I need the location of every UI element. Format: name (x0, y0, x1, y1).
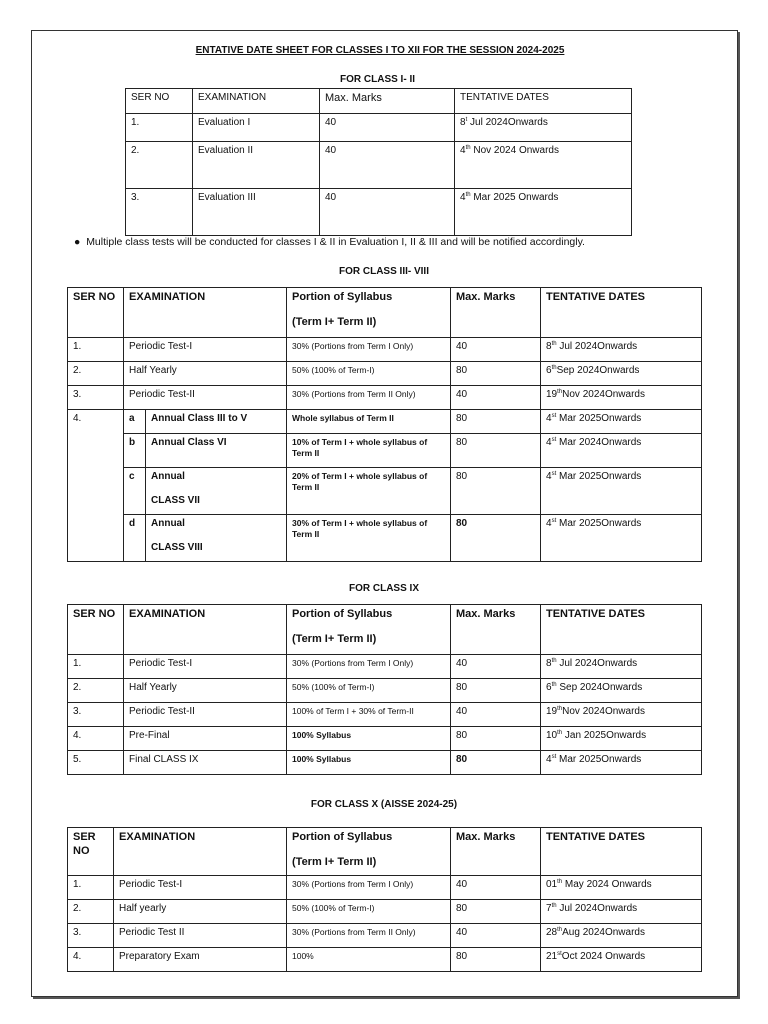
cell-exam: Periodic Test-II (124, 386, 287, 410)
header-portion: Portion of Syllabus (Term I+ Term II) (287, 828, 451, 876)
cell-date: 4th Nov 2024 Onwards (455, 142, 632, 189)
cell-date: 4st Mar 2024Onwards (541, 434, 702, 468)
cell-exam: Evaluation I (193, 114, 320, 142)
cell-portion: 30% (Portions from Term II Only) (287, 386, 451, 410)
cell-marks: 40 (451, 338, 541, 362)
table-header-row (68, 288, 702, 338)
cell-date: 8$^t$ Jul 2024Onwards (455, 114, 632, 142)
cell-portion: 100% Syllabus (287, 727, 451, 751)
cell-ser: 3. (68, 386, 124, 410)
cell-portion: 20% of Term I + whole syllabus of Term II (287, 468, 451, 515)
header-portion: Portion of Syllabus (Term I+ Term II) (287, 605, 451, 655)
cell-marks: 80 (451, 434, 541, 468)
cell-ser: 3. (68, 703, 124, 727)
cell-exam: Pre-Final (124, 727, 287, 751)
cell-marks: 40 (451, 876, 541, 900)
table-class-9 (67, 604, 702, 775)
table-row (68, 655, 702, 679)
table-row (68, 338, 702, 362)
cell-ser: 1. (68, 338, 124, 362)
section-heading-class-10: FOR CLASS X (AISSE 2024-25) (310, 799, 458, 810)
cell-exam: Half yearly (114, 900, 287, 924)
table-row (126, 142, 632, 189)
cell-exam: Annual CLASS VIII (146, 515, 287, 562)
cell-letter: b (124, 434, 146, 468)
cell-marks: 40 (451, 924, 541, 948)
cell-exam: Periodic Test-I (124, 655, 287, 679)
cell-ser: 4. (68, 410, 124, 562)
header-tentative-dates: TENTATIVE DATES (541, 288, 702, 338)
cell-marks: 40 (451, 386, 541, 410)
header-max-marks: Max. Marks (320, 89, 455, 114)
table-row (68, 434, 702, 468)
cell-exam: Annual CLASS VII (146, 468, 287, 515)
table-row (68, 751, 702, 775)
header-examination: EXAMINATION (124, 288, 287, 338)
cell-portion: 100% (287, 948, 451, 972)
cell-portion: 30% (Portions from Term I Only) (287, 876, 451, 900)
header-examination: EXAMINATION (114, 828, 287, 876)
table-class-1-2 (125, 88, 632, 236)
cell-ser: 2. (68, 362, 124, 386)
header-max-marks: Max. Marks (451, 828, 541, 876)
cell-date: 4th Mar 2025 Onwards (455, 189, 632, 236)
cell-date: 8th Jul 2024Onwards (541, 655, 702, 679)
cell-marks: 80 (451, 515, 541, 562)
cell-ser: 2. (126, 142, 193, 189)
cell-marks: 40 (320, 142, 455, 189)
cell-ser: 1. (68, 876, 114, 900)
cell-date: 6thSep 2024Onwards (541, 362, 702, 386)
cell-marks: 80 (451, 751, 541, 775)
cell-date: 4st Mar 2025Onwards (541, 515, 702, 562)
table-header-row (68, 605, 702, 655)
cell-exam: Periodic Test-I (124, 338, 287, 362)
cell-letter: d (124, 515, 146, 562)
cell-ser: 2. (68, 679, 124, 703)
cell-ser: 3. (126, 189, 193, 236)
table-row (68, 679, 702, 703)
table-row (68, 468, 702, 515)
header-tentative-dates: TENTATIVE DATES (541, 605, 702, 655)
cell-portion: Whole syllabus of Term II (287, 410, 451, 434)
table-header-row (126, 89, 632, 114)
table-row (126, 189, 632, 236)
cell-portion: 100% of Term I + 30% of Term-II (287, 703, 451, 727)
cell-marks: 80 (451, 900, 541, 924)
cell-marks: 80 (451, 727, 541, 751)
page-title: ENTATIVE DATE SHEET FOR CLASSES I TO XII FOR THE SESSION 2024-2025 (195, 45, 565, 56)
header-max-marks: Max. Marks (451, 288, 541, 338)
cell-exam: Periodic Test-II (124, 703, 287, 727)
header-tentative-dates: TENTATIVE DATES (455, 89, 632, 114)
header-ser-no: SER NO (68, 605, 124, 655)
table-row (68, 386, 702, 410)
table-class-3-8 (67, 287, 702, 562)
cell-portion: 30% (Portions from Term I Only) (287, 338, 451, 362)
table-row (68, 727, 702, 751)
cell-marks: 40 (451, 655, 541, 679)
cell-portion: 50% (100% of Term-I) (287, 900, 451, 924)
cell-date: 6th Sep 2024Onwards (541, 679, 702, 703)
table-row (68, 703, 702, 727)
cell-ser: 4. (68, 727, 124, 751)
cell-date: 10th Jan 2025Onwards (541, 727, 702, 751)
bullet-icon: ● (74, 236, 87, 248)
cell-date: 19thNov 2024Onwards (541, 386, 702, 410)
cell-ser: 4. (68, 948, 114, 972)
header-max-marks: Max. Marks (451, 605, 541, 655)
table-row (68, 924, 702, 948)
table-row (68, 948, 702, 972)
section-heading-class-3-8: FOR CLASS III- VIII (338, 266, 429, 277)
header-ser-no: SER NO (126, 89, 193, 114)
cell-portion: 30% (Portions from Term II Only) (287, 924, 451, 948)
header-portion: Portion of Syllabus (Term I+ Term II) (287, 288, 451, 338)
table-row (68, 410, 702, 434)
cell-exam: Half Yearly (124, 362, 287, 386)
cell-exam: Evaluation III (193, 189, 320, 236)
cell-marks: 40 (451, 703, 541, 727)
cell-exam: Annual Class III to V (146, 410, 287, 434)
cell-exam: Annual Class VI (146, 434, 287, 468)
header-examination: EXAMINATION (124, 605, 287, 655)
cell-marks: 80 (451, 948, 541, 972)
table-header-row (68, 828, 702, 876)
cell-date: 4st Mar 2025Onwards (541, 751, 702, 775)
cell-exam: Periodic Test II (114, 924, 287, 948)
cell-date: 8th Jul 2024Onwards (541, 338, 702, 362)
table-row (126, 114, 632, 142)
cell-letter: a (124, 410, 146, 434)
cell-letter: c (124, 468, 146, 515)
header-tentative-dates: TENTATIVE DATES (541, 828, 702, 876)
cell-portion: 100% Syllabus (287, 751, 451, 775)
cell-marks: 40 (320, 189, 455, 236)
cell-ser: 3. (68, 924, 114, 948)
header-ser-no: SER NO (68, 288, 124, 338)
cell-date: 19thNov 2024Onwards (541, 703, 702, 727)
cell-portion: 30% of Term I + whole syllabus of Term II (287, 515, 451, 562)
cell-marks: 80 (451, 410, 541, 434)
table-class-10 (67, 827, 702, 972)
cell-ser: 2. (68, 900, 114, 924)
cell-exam: Periodic Test-I (114, 876, 287, 900)
cell-date: 28thAug 2024Onwards (541, 924, 702, 948)
header-ser-no: SER NO (68, 828, 114, 876)
cell-portion: 30% (Portions from Term I Only) (287, 655, 451, 679)
cell-date: 4st Mar 2025Onwards (541, 410, 702, 434)
cell-date: 21stOct 2024 Onwards (541, 948, 702, 972)
cell-marks: 80 (451, 679, 541, 703)
cell-ser: 5. (68, 751, 124, 775)
header-examination: EXAMINATION (193, 89, 320, 114)
cell-marks: 80 (451, 468, 541, 515)
cell-exam: Final CLASS IX (124, 751, 287, 775)
section-heading-class-9: FOR CLASS IX (348, 583, 419, 594)
table-row (68, 876, 702, 900)
table-row (68, 362, 702, 386)
cell-date: 7th Jul 2024Onwards (541, 900, 702, 924)
cell-exam: Evaluation II (193, 142, 320, 189)
table-row (68, 900, 702, 924)
cell-exam: Preparatory Exam (114, 948, 287, 972)
cell-marks: 80 (451, 362, 541, 386)
cell-date: 01th May 2024 Onwards (541, 876, 702, 900)
cell-portion: 50% (100% of Term-I) (287, 362, 451, 386)
cell-ser: 1. (68, 655, 124, 679)
section-heading-class-1-2: FOR CLASS I- II (340, 74, 415, 85)
note-class-tests: ● Multiple class tests will be conducted for classes I & II in Evaluation I, II & III and will be notified accordingly. (74, 236, 585, 248)
table-row (68, 515, 702, 562)
cell-date: 4st Mar 2025Onwards (541, 468, 702, 515)
cell-ser: 1. (126, 114, 193, 142)
cell-marks: 40 (320, 114, 455, 142)
cell-exam: Half Yearly (124, 679, 287, 703)
cell-portion: 50% (100% of Term-I) (287, 679, 451, 703)
cell-portion: 10% of Term I + whole syllabus of Term II (287, 434, 451, 468)
